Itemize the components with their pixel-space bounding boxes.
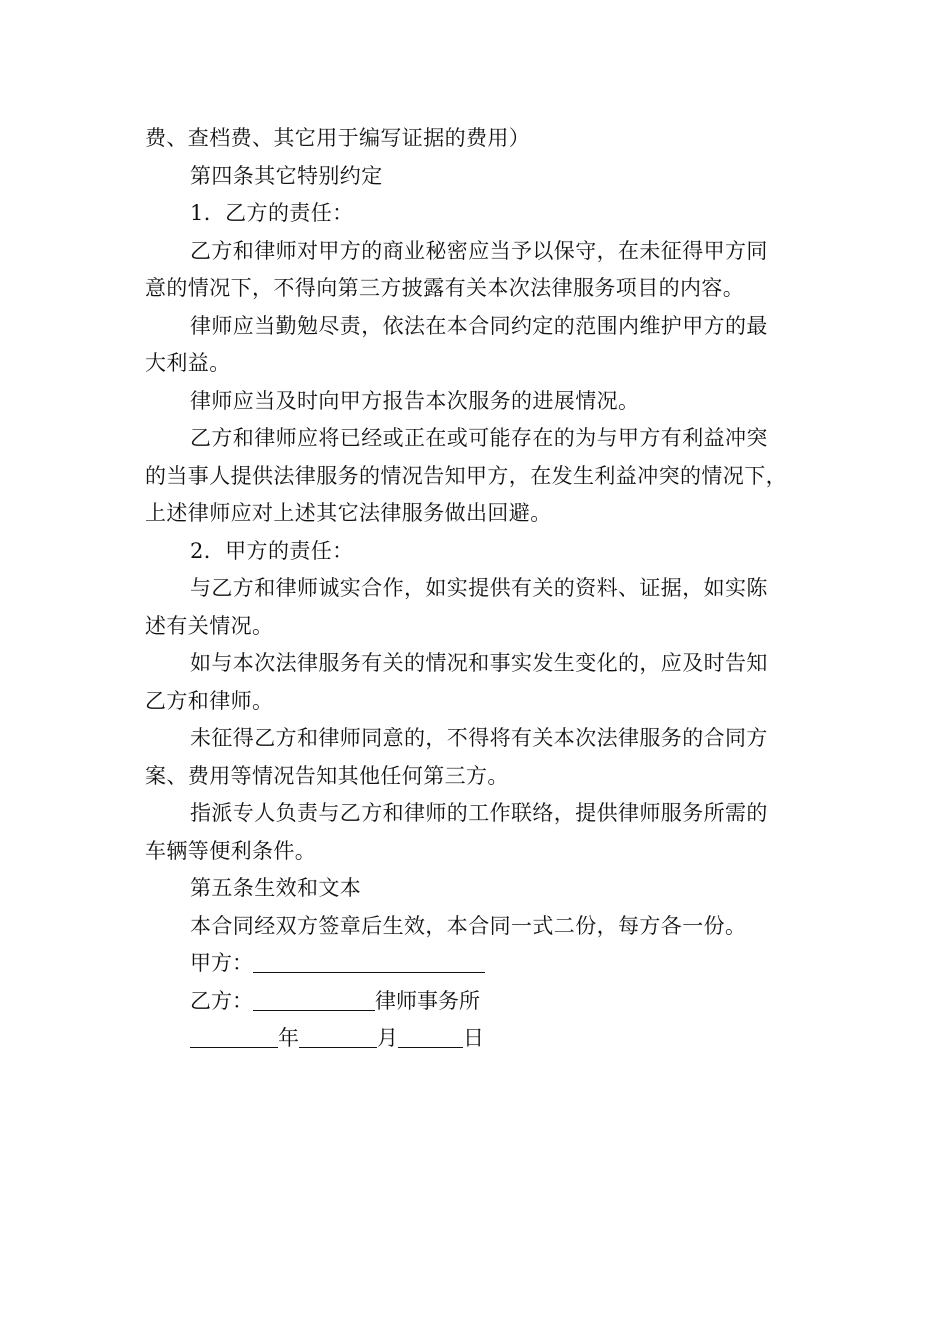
subsection-heading-party-a-duties: 2．甲方的责任： [190, 538, 354, 563]
document-body [145, 120, 820, 1058]
year-blank[interactable] [190, 1023, 278, 1048]
day-blank[interactable] [398, 1023, 463, 1048]
text-line: 律师应当及时向甲方报告本次服务的进展情况。 [190, 388, 640, 413]
text-line: 与乙方和律师诚实合作，如实提供有关的资料、证据，如实陈 [190, 576, 768, 600]
signature-party-a [145, 945, 820, 983]
day-label: 日 [463, 1026, 484, 1050]
text-line: 乙方和律师。 [145, 688, 274, 713]
paragraph-confidentiality [145, 233, 820, 271]
text-line: 费、查档费、其它用于编写证据的费用） [145, 126, 531, 150]
text-line: 乙方和律师对甲方的商业秘密应当予以保守，在未征得甲方同 [190, 238, 768, 263]
party-b-blank[interactable] [253, 986, 375, 1011]
text-line: 未征得乙方和律师同意的，不得将有关本次法律服务的合同方 [190, 726, 768, 750]
party-a-blank[interactable] [253, 948, 485, 973]
section-heading-article-4: 第四条其它特别约定 [190, 163, 383, 188]
party-a-label: 甲方： [190, 951, 253, 975]
text-line: 案、费用等情况告知其他任何第三方。 [145, 763, 509, 788]
text-line: 大利益。 [145, 351, 231, 375]
text-line: 的当事人提供法律服务的情况告知甲方，在发生利益冲突的情况下， [145, 463, 787, 488]
text-line: 本合同经双方签章后生效，本合同一式二份，每方各一份。 [190, 913, 747, 938]
year-label: 年 [278, 1026, 299, 1050]
text-line: 述有关情况。 [145, 613, 274, 638]
text-line: 车辆等便利条件。 [145, 838, 317, 863]
section-heading-article-5: 第五条生效和文本 [190, 876, 362, 900]
month-blank[interactable] [299, 1023, 377, 1048]
text-line: 上述律师应对上述其它法律服务做出回避。 [145, 501, 552, 525]
party-b-label: 乙方： [190, 988, 253, 1013]
text-line: 指派专人负责与乙方和律师的工作联络，提供律师服务所需的 [190, 801, 768, 825]
signature-date [145, 1020, 820, 1058]
text-line: 意的情况下，不得向第三方披露有关本次法律服务项目的内容。 [145, 276, 745, 300]
text-line: 如与本次法律服务有关的情况和事实发生变化的，应及时告知 [190, 651, 768, 675]
text-line: 律师应当勤勉尽责，依法在本合同约定的范围内维护甲方的最 [190, 313, 768, 338]
month-label: 月 [377, 1026, 398, 1050]
party-b-suffix: 律师事务所 [375, 988, 480, 1013]
signature-party-b [145, 983, 820, 1021]
text-line: 乙方和律师应将已经或正在或可能存在的为与甲方有利益冲突 [190, 426, 768, 450]
subsection-heading-party-b-duties: 1．乙方的责任： [190, 201, 354, 225]
